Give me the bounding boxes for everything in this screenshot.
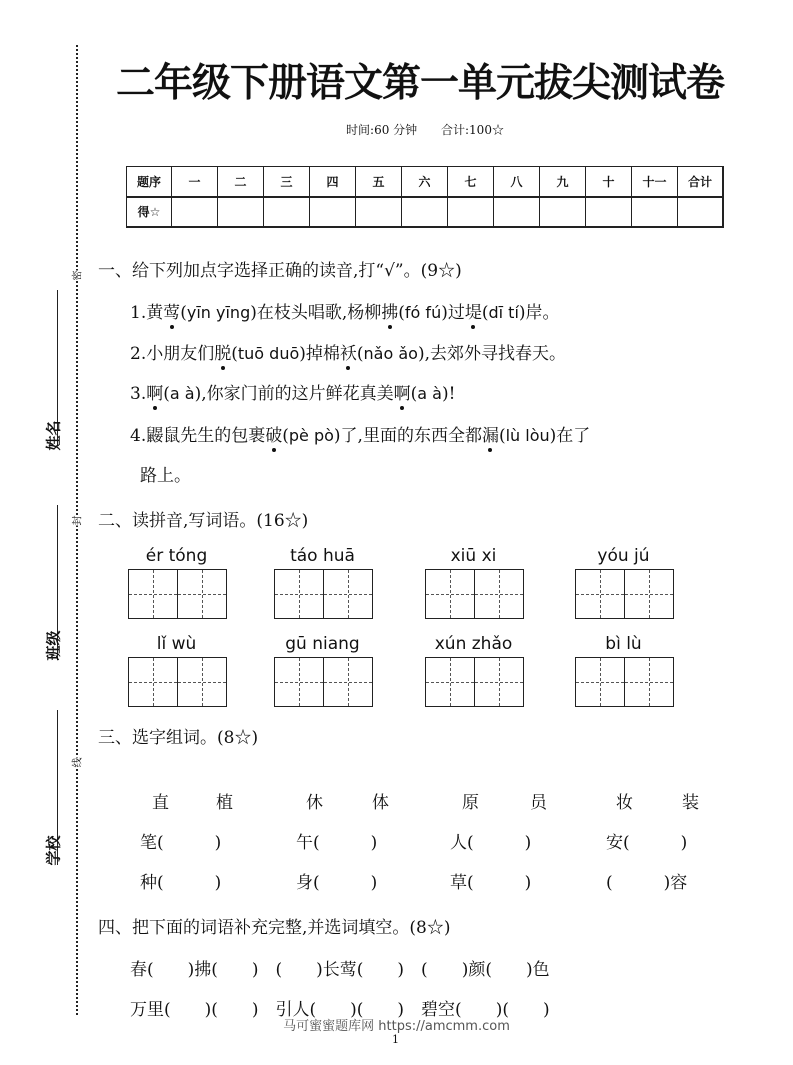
pinyin-label: gū niang — [285, 634, 360, 654]
item-text: 4.鼹鼠先生的包裹 — [130, 426, 266, 446]
dotted-char: 漏 — [482, 421, 499, 446]
choice-char: 员 — [530, 793, 547, 813]
exam-info — [0, 121, 793, 138]
item-text: )掉棉 — [299, 344, 340, 364]
item-text: ( — [481, 303, 489, 323]
section1-item-4-cont: 路上。 — [140, 466, 191, 486]
score-cell[interactable] — [264, 197, 310, 227]
choice-char: 体 — [372, 793, 389, 813]
seal-mark-xian: 线 — [69, 758, 84, 768]
section1-item-3 — [130, 379, 455, 404]
score-col-5: 五 — [356, 167, 402, 197]
score-cell[interactable] — [632, 197, 678, 227]
score-col-11: 十一 — [632, 167, 678, 197]
dotted-char: 脱 — [214, 339, 231, 364]
fill-blank[interactable]: 安( ) — [606, 833, 688, 853]
fill-blank[interactable]: ( )容 — [606, 873, 688, 893]
fill-blank[interactable]: 草( ) — [450, 873, 532, 893]
score-col-10: 十 — [586, 167, 632, 197]
pinyin-options[interactable]: fó fú — [404, 303, 442, 322]
score-col-1: 一 — [172, 167, 218, 197]
writing-cell[interactable] — [274, 569, 324, 619]
section1-item-4 — [130, 421, 590, 446]
dotted-char: 破 — [265, 421, 282, 446]
score-total-header: 合计 — [678, 167, 723, 197]
section1-item-2 — [130, 339, 566, 364]
writing-cell[interactable] — [425, 657, 475, 707]
dotted-char: 啊 — [394, 379, 411, 404]
choice-char: 休 — [306, 793, 323, 813]
school-label: 学校 — [44, 835, 63, 866]
section4-heading: 四、把下面的词语补充完整,并选词填空。(8☆) — [98, 918, 451, 938]
score-cell[interactable] — [356, 197, 402, 227]
name-label: 姓名 — [44, 420, 63, 451]
writing-cell[interactable] — [128, 657, 178, 707]
score-cell[interactable] — [678, 197, 723, 227]
item-text: ( — [282, 426, 289, 446]
score-row-label: 得☆ — [127, 197, 172, 227]
total-score: 合计:100☆ — [441, 123, 504, 137]
pinyin-options[interactable]: dī tí — [488, 303, 519, 322]
writing-cell[interactable] — [624, 657, 674, 707]
section1-item-1 — [130, 298, 560, 323]
page-title: 二年级下册语文第一单元拔尖测试卷 — [115, 61, 724, 106]
item-text: )岸。 — [518, 303, 560, 323]
item-text: ),你家门前的这片鲜花真美 — [194, 384, 394, 404]
pinyin-label: yóu jú — [597, 546, 650, 566]
item-text: ( — [180, 303, 187, 323]
writing-cell[interactable] — [323, 569, 373, 619]
pinyin-options[interactable]: lù lòu — [505, 426, 550, 445]
dotted-char: 啊 — [146, 379, 163, 404]
choice-char: 原 — [462, 793, 479, 813]
item-text: )! — [441, 384, 456, 404]
binding-dotted-line — [76, 45, 78, 1015]
dotted-char: 拂 — [381, 298, 398, 323]
section1-heading: 一、给下列加点字选择正确的读音,打“√”。(9☆) — [98, 261, 462, 281]
writing-cell[interactable] — [177, 569, 227, 619]
score-cell[interactable] — [448, 197, 494, 227]
item-text: )过 — [441, 303, 465, 323]
pinyin-options[interactable]: tuō duō — [237, 344, 300, 363]
score-cell[interactable] — [402, 197, 448, 227]
page-number: 1 — [392, 1033, 399, 1046]
item-text: 3. — [130, 384, 147, 404]
writing-cell[interactable] — [575, 657, 625, 707]
score-cell[interactable] — [494, 197, 540, 227]
writing-cell[interactable] — [624, 569, 674, 619]
item-text: ( — [231, 344, 238, 364]
item-text: 1.黄 — [130, 303, 164, 323]
section3-heading: 三、选字组词。(8☆) — [98, 728, 259, 748]
writing-cell[interactable] — [474, 657, 524, 707]
fill-blank[interactable]: 身( ) — [296, 873, 378, 893]
writing-cell[interactable] — [128, 569, 178, 619]
choice-char: 装 — [682, 793, 699, 813]
idiom-row-2[interactable]: 万里( )( ) 引人( )( ) 碧空( )( ) — [130, 1000, 550, 1020]
item-text: )在枝头唱歌,杨柳 — [250, 303, 382, 323]
score-cell[interactable] — [218, 197, 264, 227]
dotted-char: 莺 — [163, 298, 180, 323]
pinyin-label: ér tóng — [145, 546, 208, 566]
score-col-2: 二 — [218, 167, 264, 197]
score-cell[interactable] — [540, 197, 586, 227]
item-text: ),去郊外寻找春天。 — [417, 344, 566, 364]
score-header-label: 题序 — [127, 167, 172, 197]
pinyin-label: xún zhǎo — [434, 634, 513, 654]
seal-mark-mi: 密 — [69, 271, 84, 281]
item-text: ( — [398, 303, 405, 323]
writing-cell[interactable] — [177, 657, 227, 707]
class-label: 班级 — [44, 630, 63, 661]
score-table — [126, 166, 723, 227]
pinyin-label: bì lù — [605, 634, 642, 654]
dotted-char: 袄 — [340, 339, 357, 364]
pinyin-options[interactable]: nǎo ǎo — [363, 344, 418, 363]
item-text: ( — [498, 426, 506, 446]
pinyin-options[interactable]: a à — [417, 384, 442, 403]
item-text: ( — [356, 344, 364, 364]
pinyin-options[interactable]: pè pò — [288, 426, 334, 445]
score-cell[interactable] — [310, 197, 356, 227]
fill-blank[interactable]: 午( ) — [296, 833, 378, 853]
item-text: ( — [410, 384, 418, 404]
fill-blank[interactable]: 种( ) — [140, 873, 222, 893]
pinyin-label: táo huā — [290, 546, 355, 566]
item-text: ( — [163, 384, 170, 404]
choice-char: 植 — [216, 793, 233, 813]
score-col-8: 八 — [494, 167, 540, 197]
score-table-score-row — [127, 197, 723, 227]
choice-char: 直 — [152, 793, 169, 813]
writing-cell[interactable] — [274, 657, 324, 707]
choice-char: 妆 — [616, 793, 633, 813]
time-limit: 时间:60 分钟 — [346, 123, 418, 137]
writing-cell[interactable] — [323, 657, 373, 707]
score-cell[interactable] — [172, 197, 218, 227]
score-table-header-row — [127, 167, 723, 197]
writing-cell[interactable] — [575, 569, 625, 619]
score-cell[interactable] — [586, 197, 632, 227]
item-text: )了,里面的东西全都 — [333, 426, 482, 446]
pinyin-options[interactable]: a à — [169, 384, 195, 403]
score-col-4: 四 — [310, 167, 356, 197]
score-col-6: 六 — [402, 167, 448, 197]
dotted-char: 堤 — [465, 298, 482, 323]
section2-heading: 二、读拼音,写词语。(16☆) — [98, 511, 309, 531]
idiom-row-1[interactable]: 春( )拂( ) ( )长莺( ) ( )颜( )色 — [130, 960, 550, 980]
score-col-3: 三 — [264, 167, 310, 197]
score-col-9: 九 — [540, 167, 586, 197]
pinyin-label: lǐ wù — [156, 634, 197, 654]
writing-cell[interactable] — [474, 569, 524, 619]
fill-blank[interactable]: 人( ) — [450, 833, 532, 853]
fill-blank[interactable]: 笔( ) — [140, 833, 222, 853]
item-text: 2.小朋友们 — [130, 344, 215, 364]
pinyin-label: xiū xi — [450, 546, 497, 566]
item-text: )在了 — [549, 426, 591, 446]
score-col-7: 七 — [448, 167, 494, 197]
seal-mark-feng: 封 — [69, 516, 84, 526]
writing-cell[interactable] — [425, 569, 475, 619]
watermark-footer: 马可蜜蜜题库网 https://amcmm.com — [283, 1019, 510, 1034]
pinyin-options[interactable]: yīn yīng — [186, 303, 251, 322]
